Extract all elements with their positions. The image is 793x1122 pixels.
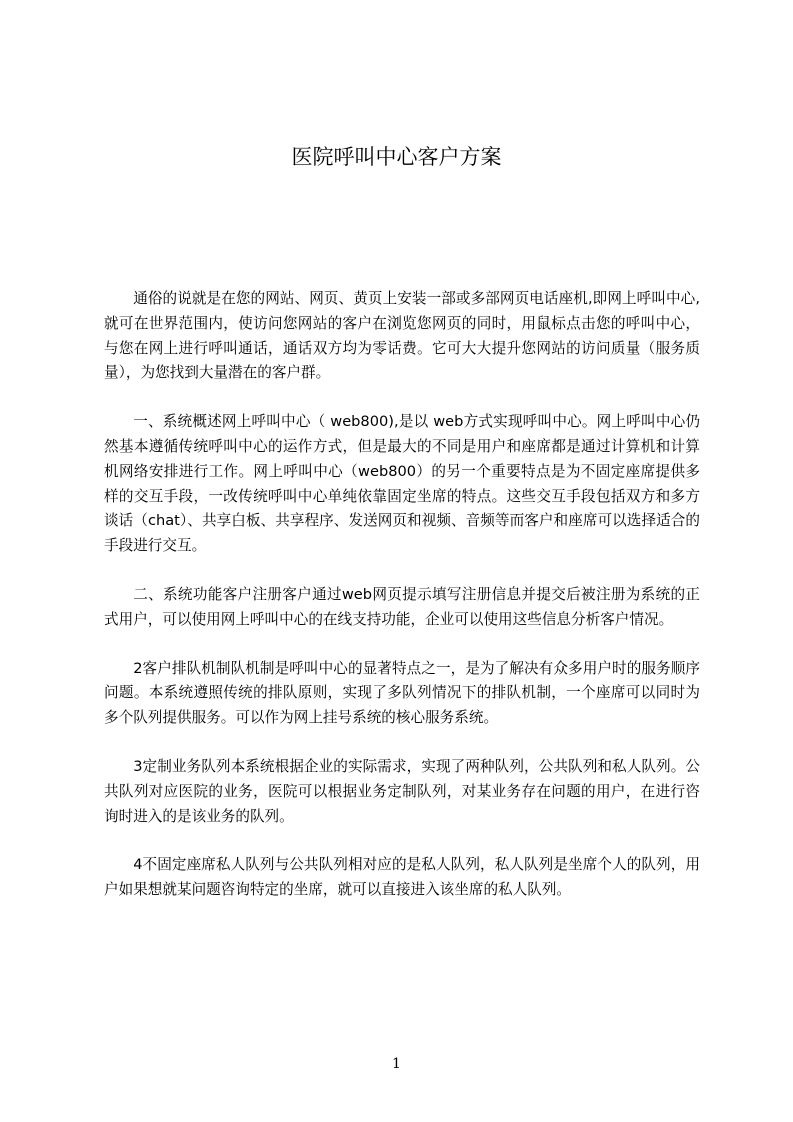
paragraph-system-functions: 二、系统功能客户注册客户通过web网页提示填写注册信息并提交后被注册为系统的正式用户，可以使用网上呼叫中心的在线支持功能，企业可以使用这些信息分析客户情况。 <box>104 585 700 628</box>
paragraph-queue-mechanism: 2客户排队机制队机制是呼叫中心的显著特点之一，是为了解决有众多用户时的服务顺序问题。本系统遵照传统的排队原则，实现了多队列情况下的排队机制，一个座席可以同时为多个队列提供服务。可以作为网上挂号系统的核心服务系统。 <box>104 659 700 727</box>
paragraph-private-queue: 4不固定座席私人队列与公共队列相对应的是私人队列，私人队列是坐席个人的队列，用户如果想就某问题咨询特定的坐席，就可以直接进入该坐席的私人队列。 <box>104 856 700 899</box>
page-number: 1 <box>392 1056 401 1072</box>
document-title: 医院呼叫中心客户方案 <box>291 145 502 169</box>
document-body <box>104 287 700 927</box>
paragraph-system-overview: 一、系统概述网上呼叫中心（ web800),是以 web方式实现呼叫中心。网上呼叫中心仍然基本遵循传统呼叫中心的运作方式，但是最大的不同是用户和座席都是通过计算机和计算机网络安排进行工作。网上呼叫中心（web800）的另一个重要特点是为不固定座席提供多样的交互手段，一改传统呼叫中心单纯依靠固定坐席的特点。这些交互手段包括双方和多方谈话（chat）、共享白板、共享程序、发送网页和视频、音频等而客户和座席可以选择适合的手段进行交互。 <box>104 413 700 555</box>
paragraph-intro: 通俗的说就是在您的网站、网页、黄页上安装一部或多部网页电话座机,即网上呼叫中心,就可在世界范围内，使访问您网站的客户在浏览您网页的同时，用鼠标点击您的呼叫中心，与您在网上进行呼叫通话，通话双方均为零话费。它可大大提升您网站的访问质量（服务质量），为您找到大量潜在的客户群。 <box>104 290 700 382</box>
paragraph-custom-queue: 3定制业务队列本系统根据企业的实际需求，实现了两种队列，公共队列和私人队列。公共队列对应医院的业务，医院可以根据业务定制队列，对某业务存在问题的用户，在进行咨询时进入的是该业务的队列。 <box>104 757 700 825</box>
